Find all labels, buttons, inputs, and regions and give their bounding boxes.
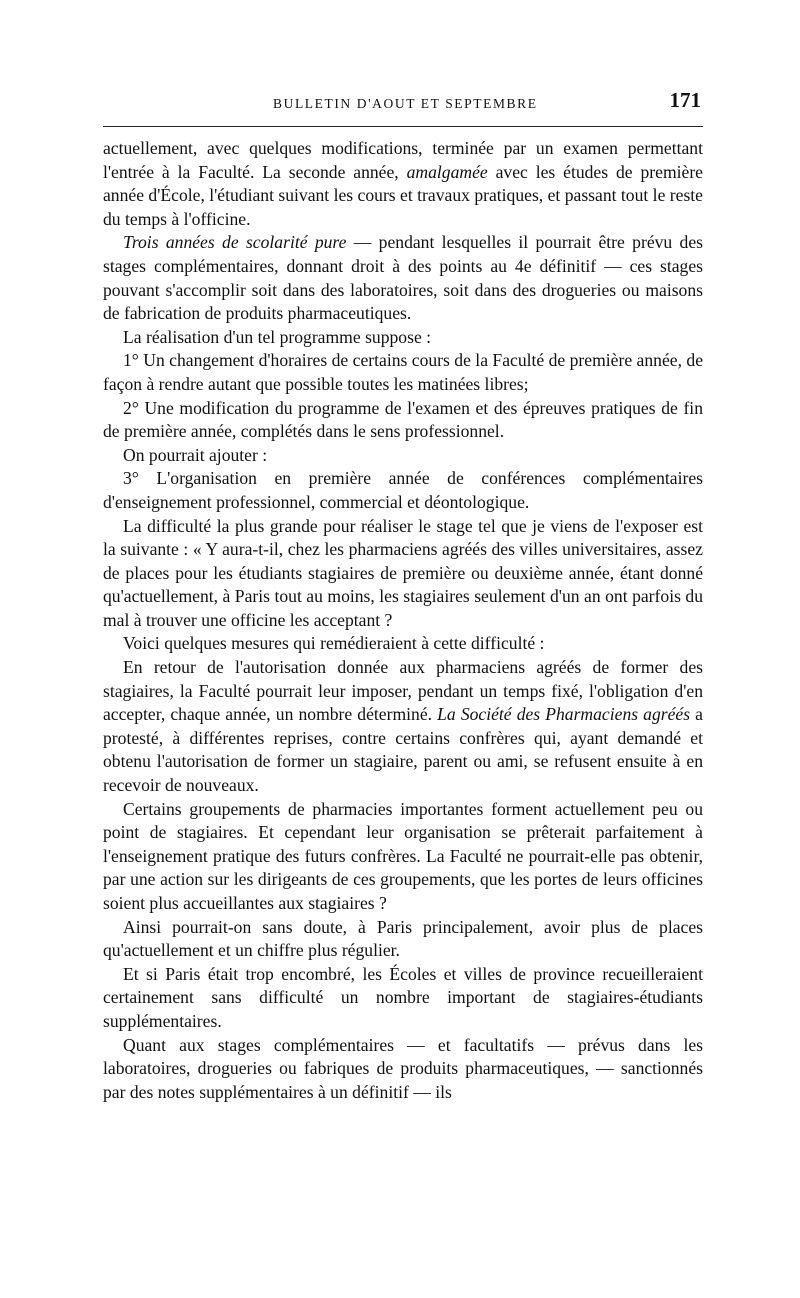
paragraph-1 (103, 137, 703, 231)
page-number: 171 (669, 88, 701, 112)
text-run: La réalisation d'un tel programme suppose : (123, 326, 432, 347)
text-run: Voici quelques mesures qui remédieraient à cette difficulté : (123, 633, 545, 654)
text-run: avec les études de première année d'École, l'étudiant suivant les cours et travaux pratiques, et passant tout le reste du temps à l'officine. (103, 161, 703, 229)
paragraph-2 (103, 231, 703, 325)
paragraph-12 (103, 916, 703, 963)
text-run: — pendant lesquelles il pourrait être prévu des stages complémentaires, donnant droit à des points au 4e définitif — ces stages pouvant s'accomplir soit dans des laboratoires, soit dans des drogueries ou maisons de fabrication de produits pharmaceutiques. (103, 232, 703, 324)
text-run: Certains groupements de pharmacies importantes forment actuellement peu ou point de stagiaires. Et cependant leur organisation se prêterait parfaitement à l'enseignement pratique des futurs confrères. La Faculté ne pourrait-elle pas obtenir, par une action sur les dirigeants de ces groupements, que les portes de leurs officines soient plus accueillantes aux stagiaires ? (103, 798, 703, 913)
paragraph-11 (103, 798, 703, 916)
paragraph-3 (103, 326, 703, 350)
italic-text: amalgamée (406, 161, 488, 182)
text-run: 2° Une modification du programme de l'examen et des épreuves pratiques de fin de première année, complétés dans le sens professionnel. (103, 397, 703, 442)
paragraph-6 (103, 444, 703, 468)
paragraph-5 (103, 397, 703, 444)
header-rule (103, 126, 703, 127)
text-run: On pourrait ajouter : (123, 444, 268, 465)
text-run: Et si Paris était trop encombré, les Écoles et villes de province recueilleraient certainement sans difficulté un nombre important de stagiaires-étudiants supplémentaires. (103, 963, 703, 1031)
paragraph-8 (103, 515, 703, 633)
paragraph-14 (103, 1034, 703, 1105)
italic-text: La Société des Pharmaciens agréés (437, 704, 691, 725)
text-run: 1° Un changement d'horaires de certains cours de la Faculté de première année, de façon à rendre autant que possible toutes les matinées libres; (103, 350, 703, 394)
text-run: Quant aux stages complémentaires — et facultatifs — prévus dans les laboratoires, drogueries ou fabriques de produits pharmaceutiques, — sanctionnés par des notes supplémentaires à un définitif — ils (103, 1034, 703, 1102)
paragraph-7 (103, 467, 703, 514)
text-run: La difficulté la plus grande pour réaliser le stage tel que je viens de l'exposer est la suivante : « Y aura-t-il, chez les pharmaciens agréés des villes universitaires, assez de places pour les étudiants stagiaires de première ou deuxième année, étant donné qu'actuellement, à Paris tout au moins, les stagiaires seulement d'un an ont parfois du mal à trouver une officine les acceptant ? (103, 515, 703, 630)
page-header (103, 86, 703, 122)
text-run: a protesté, à différentes reprises, contre certains confrères qui, ayant demandé et obtenu l'autorisation de former un stagiaire, parent ou ami, se refusent ensuite à en recevoir de nouveaux. (103, 704, 703, 796)
running-title: BULLETIN D'AOUT ET SEPTEMBRE (273, 96, 538, 111)
paragraph-9 (103, 632, 703, 656)
text-run: 3° L'organisation en première année de conférences complémentaires d'enseignement professionnel, commercial et déontologique. (103, 468, 703, 512)
paragraph-10 (103, 656, 703, 798)
paragraph-13 (103, 963, 703, 1034)
body-text (103, 137, 703, 1104)
italic-text: Trois années de scolarité pure (123, 232, 347, 253)
paragraph-4 (103, 349, 703, 396)
text-run: actuellement, avec quelques modifications, terminée par un examen permettant l'entrée à la Faculté. La seconde année, (103, 138, 703, 182)
text-run: Ainsi pourrait-on sans doute, à Paris principalement, avoir plus de places qu'actuellement et un chiffre plus régulier. (103, 916, 703, 961)
text-run: En retour de l'autorisation donnée aux pharmaciens agréés de former des stagiaires, la Faculté pourrait leur imposer, pendant un temps fixé, l'obligation d'en accepter, chaque année, un nombre déterminé. (103, 657, 703, 725)
